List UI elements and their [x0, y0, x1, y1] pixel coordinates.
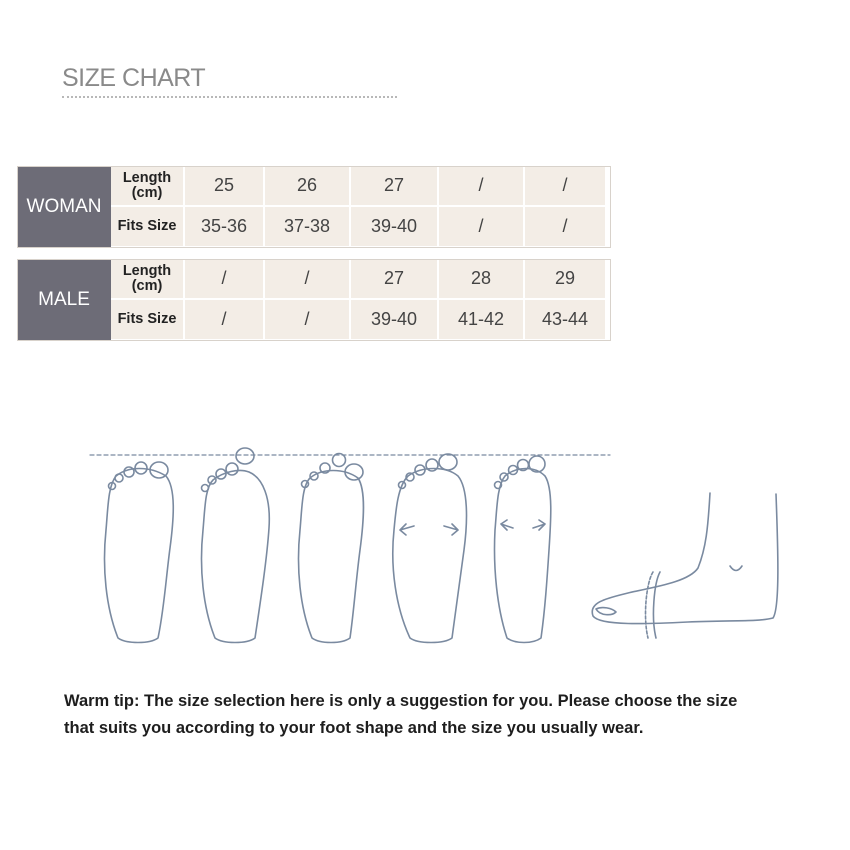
male-fits-header: Fits Size: [111, 300, 183, 341]
male-length-cell: /: [183, 259, 263, 300]
woman-length-cell: /: [437, 166, 523, 207]
male-fits-cell: /: [263, 300, 349, 341]
side-foot-measure-icon: [592, 493, 778, 638]
title-divider: [62, 96, 397, 98]
woman-size-table: [17, 166, 605, 248]
woman-length-cell: 26: [263, 166, 349, 207]
male-size-table: [17, 259, 605, 341]
woman-length-cell: 27: [349, 166, 437, 207]
narrow-foot-icon: [495, 456, 551, 643]
warm-tip-text: [64, 688, 804, 742]
woman-length-header: [111, 166, 183, 207]
male-fits-cell: 41-42: [437, 300, 523, 341]
woman-label: WOMAN: [17, 166, 111, 248]
male-length-row: [17, 259, 605, 300]
egyptian-foot-icon: [105, 462, 174, 643]
width-arrow-icon: [501, 520, 513, 530]
male-length-cell: 27: [349, 259, 437, 300]
woman-fits-cell: /: [437, 207, 523, 248]
wide-foot-icon: [393, 454, 467, 643]
warm-tip-line: that suits you according to your foot shape and the size you usually wear.: [64, 719, 644, 737]
male-fits-cell: 39-40: [349, 300, 437, 341]
woman-length-cell: 25: [183, 166, 263, 207]
woman-fits-cell: /: [523, 207, 605, 248]
page-title: SIZE CHART: [62, 64, 206, 92]
woman-fits-cell: 39-40: [349, 207, 437, 248]
bunion-foot-icon: [202, 448, 270, 643]
woman-fits-header: Fits Size: [111, 207, 183, 248]
male-fits-cell: /: [183, 300, 263, 341]
male-length-cell: 29: [523, 259, 605, 300]
woman-fits-cell: 35-36: [183, 207, 263, 248]
greek-foot-icon: [299, 454, 364, 643]
length-label: Length (cm): [122, 262, 172, 294]
male-label: MALE: [17, 259, 111, 341]
width-arrow-icon: [400, 524, 414, 535]
male-fits-cell: 43-44: [523, 300, 605, 341]
width-arrow-icon: [444, 524, 458, 535]
male-length-header: [111, 259, 183, 300]
width-arrow-icon: [533, 520, 545, 530]
woman-length-cell: /: [523, 166, 605, 207]
warm-tip-line: Warm tip: The size selection here is only a suggestion for you. Please choose the size: [64, 692, 738, 710]
male-length-cell: /: [263, 259, 349, 300]
male-length-cell: 28: [437, 259, 523, 300]
woman-length-row: [17, 166, 605, 207]
woman-fits-cell: 37-38: [263, 207, 349, 248]
length-label: Length (cm): [122, 169, 172, 201]
foot-measurement-illustration: [88, 438, 788, 658]
